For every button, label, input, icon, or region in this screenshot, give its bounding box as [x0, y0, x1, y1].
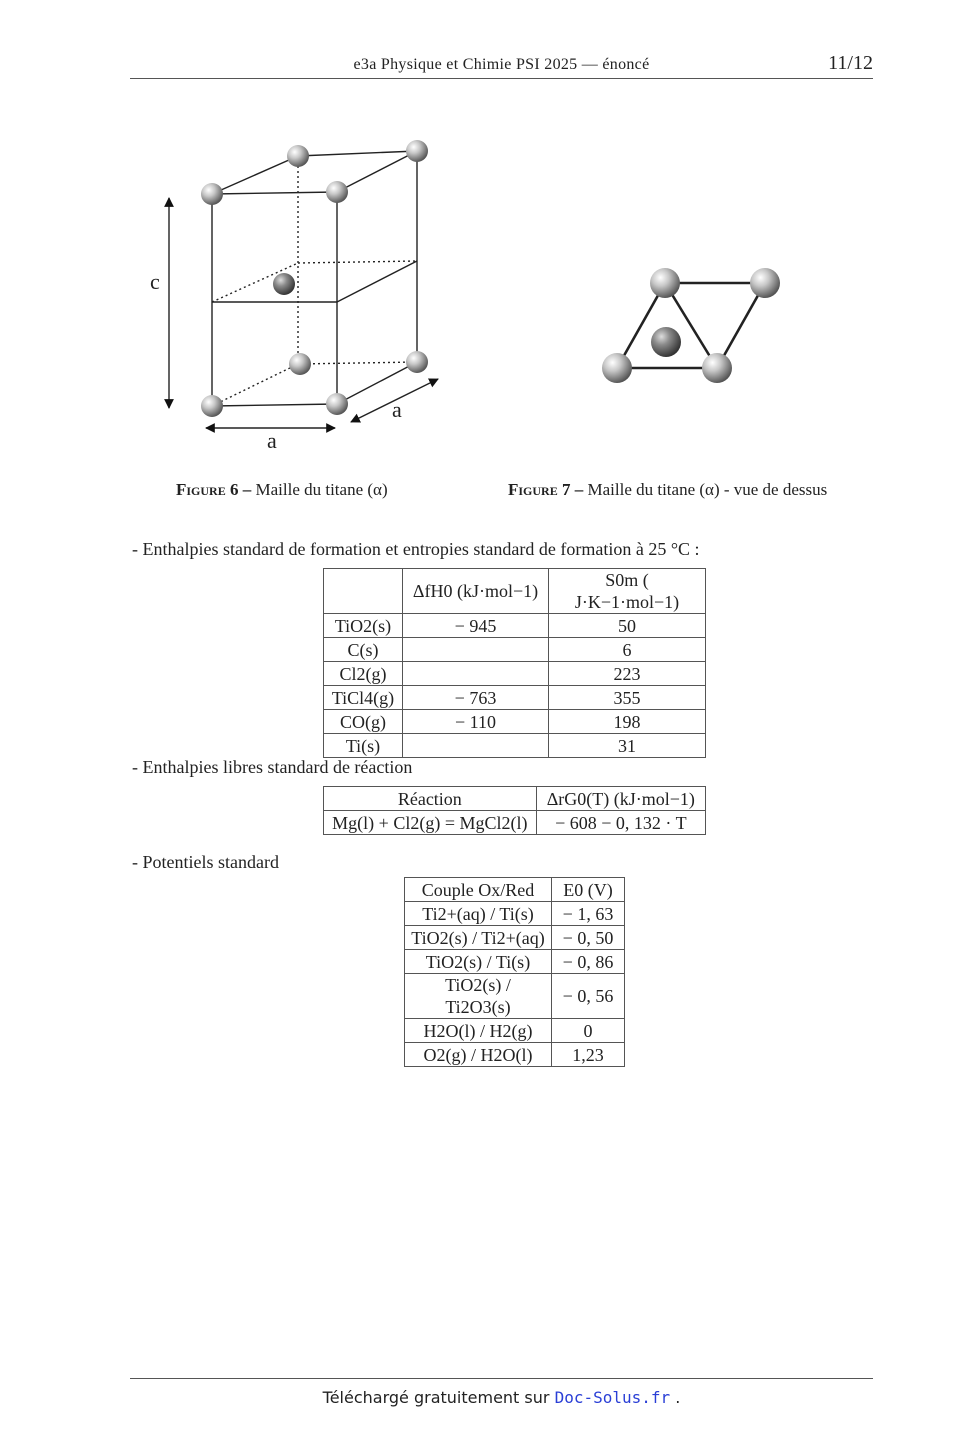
header-couple: Couple Ox/Red [405, 878, 552, 902]
reaction-table [323, 786, 706, 835]
table-header-row [405, 878, 625, 902]
entropy-cell: 6 [549, 638, 706, 662]
formation-table [323, 568, 706, 758]
table-row [405, 950, 625, 974]
entropy-cell: 50 [549, 614, 706, 638]
enthalpy-cell: − 110 [403, 710, 549, 734]
species-cell: TiCl4(g) [324, 686, 403, 710]
figure7-text: Maille du titane (α) - vue de dessus [587, 480, 828, 499]
species-cell: Cl2(g) [324, 662, 403, 686]
header-reaction: Réaction [324, 787, 537, 811]
figure6-caption [176, 480, 388, 500]
species-cell: C(s) [324, 638, 403, 662]
section-potentials: - Potentiels standard [132, 852, 279, 872]
table-header-row [324, 787, 706, 811]
footer-link[interactable]: Doc-Solus.fr [554, 1388, 671, 1407]
section-reaction: - Enthalpies libres standard de réaction [132, 757, 413, 777]
page-number: 11/12 [828, 52, 873, 74]
footer-end: . [670, 1388, 681, 1407]
table-row [405, 1043, 625, 1067]
entropy-cell: 355 [549, 686, 706, 710]
table-row [405, 926, 625, 950]
table-row [324, 614, 706, 638]
table-header-row [324, 569, 706, 614]
potential-cell: − 1, 63 [552, 902, 625, 926]
label-c: c [150, 269, 160, 294]
entropy-cell: 223 [549, 662, 706, 686]
couple-cell: TiO2(s) / Ti2O3(s) [405, 974, 552, 1019]
couple-cell: TiO2(s) / Ti(s) [405, 950, 552, 974]
couple-cell: TiO2(s) / Ti2+(aq) [405, 926, 552, 950]
header-entropy: S0m ( J·K−1·mol−1) [549, 569, 706, 614]
species-cell: TiO2(s) [324, 614, 403, 638]
label-a-side: a [392, 397, 402, 422]
potential-cell: 0 [552, 1019, 625, 1043]
footer-text-wrap [130, 1388, 873, 1407]
atoms-figure6 [201, 140, 428, 417]
gibbs-cell: − 608 − 0, 132 · T [536, 811, 705, 835]
reaction-cell: Mg(l) + Cl2(g) = MgCl2(l) [324, 811, 537, 835]
potential-cell: − 0, 56 [552, 974, 625, 1019]
figure6-label: Figure 6 – [176, 480, 252, 499]
header-gibbs: ΔrG0(T) (kJ·mol−1) [536, 787, 705, 811]
table-row [405, 1019, 625, 1043]
table-row [405, 902, 625, 926]
couple-cell: O2(g) / H2O(l) [405, 1043, 552, 1067]
table-row [324, 686, 706, 710]
enthalpy-cell [403, 638, 549, 662]
species-cell: Ti(s) [324, 734, 403, 758]
potential-cell: − 0, 50 [552, 926, 625, 950]
enthalpy-cell: − 763 [403, 686, 549, 710]
species-cell: CO(g) [324, 710, 403, 734]
figure7-label: Figure 7 – [508, 480, 584, 499]
couple-cell: Ti2+(aq) / Ti(s) [405, 902, 552, 926]
figure6-text: Maille du titane (α) [255, 480, 388, 499]
potential-cell: − 0, 86 [552, 950, 625, 974]
entropy-cell: 198 [549, 710, 706, 734]
enthalpy-cell [403, 662, 549, 686]
figure7-caption [508, 480, 827, 500]
header-blank [324, 569, 403, 614]
header-enthalpy: ΔfH0 (kJ·mol−1) [403, 569, 549, 614]
potential-cell: 1,23 [552, 1043, 625, 1067]
table-row [324, 662, 706, 686]
label-a-bottom: a [267, 428, 277, 453]
figures-svg [130, 130, 873, 460]
top-view-figure7 [602, 268, 780, 383]
entropy-cell: 31 [549, 734, 706, 758]
enthalpy-cell: − 945 [403, 614, 549, 638]
header-title: e3a Physique et Chimie PSI 2025 — énoncé [353, 56, 650, 73]
table-row [324, 710, 706, 734]
section-formation: - Enthalpies standard de formation et entropies standard de formation à 25 °C : [132, 539, 700, 559]
table-row [324, 811, 706, 835]
footer-text: Téléchargé gratuitement sur [322, 1388, 550, 1407]
couple-cell: H2O(l) / H2(g) [405, 1019, 552, 1043]
page-footer [130, 1378, 873, 1407]
enthalpy-cell [403, 734, 549, 758]
header-potential: E0 (V) [552, 878, 625, 902]
potentials-table [404, 877, 625, 1067]
table-row [324, 734, 706, 758]
page-header [130, 52, 873, 79]
table-row [405, 974, 625, 1019]
table-row [324, 638, 706, 662]
